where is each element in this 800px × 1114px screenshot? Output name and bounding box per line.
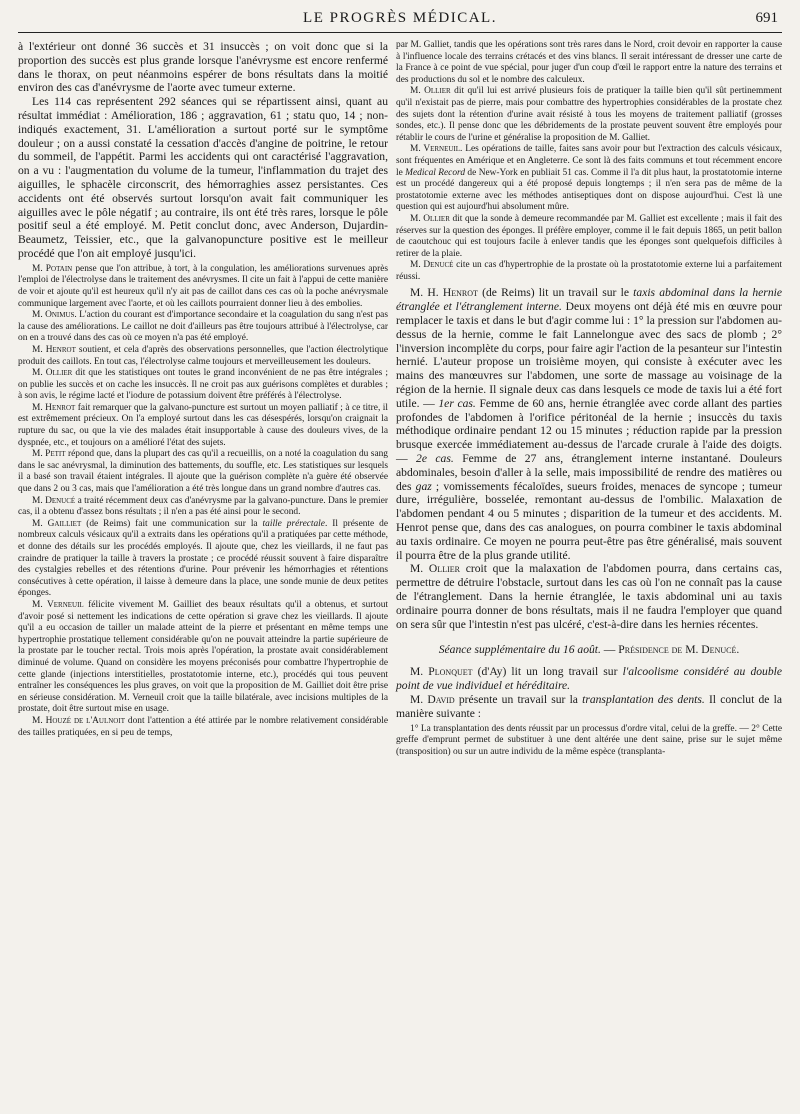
paragraph: M. Potain pense que l'on attribue, à tort, à la congulation, les améliorations survenues après l'emploi de l'électrolyse dans le traitement des anévrysmes. Il cite un fait à l'appui de cette manière de voir et ajoute qu'il est heureux qu'il n'y ait pas de caillot dans ces cas où la poche anévrysmale communique largement avec l'aorte, et où les caillots pourraient donner lieu à des embolies. <box>18 263 389 309</box>
speaker-name: M. Ollier <box>410 86 451 97</box>
speaker-name: M. Houzé de l'Aulnoit <box>32 715 125 726</box>
topic-title: transplantation des dents. <box>582 692 705 706</box>
speaker-name: M. Verneuil. <box>410 144 463 155</box>
paragraph: Les 114 cas représentent 292 séances qui se répartissent ainsi, quant au résultat immédiat : Amélioration, 186 ; aggravation, 61 ; statu quo, 14 ; non-indiqués exactement, 31. L'amélioration a surtout porté sur le symptôme douleur ; on a aussi constaté la cessation d'accès d'angine de poitrine, le retour du sommeil, de l'appétit. Parmi les accidents qui ont caractérisé l'aggravation, on a vu : l'augmentation du volume de la tumeur, l'inflammation du trajet des aiguilles, le sphacèle circonscrit, des hémorraghies assez persistantes. Ces accidents ont été observés surtout lorsqu'on avait fait communiquer les aiguilles avec le pôle négatif ; au contraire, ils ont été très rares, lorsque le pôle positif seul a été employé. M. Petit conclut donc, avec Anderson, Dujardin-Beaumetz, Teissier, etc., que la galvanopuncture positive est le meilleur procédé que l'on ait employé jusqu'ici. <box>18 95 388 260</box>
paragraph: M. Verneuil félicite vivement M. Gailliet des beaux résultats qu'il a obtenus, et surtout d'avoir posé si nettement les indications de cette opération si grave chez les vieillards. Il ajoute qu'il a eu occasion de tailler un malade atteint de la pierre et présentant en même temps une hypertrophie prostatique tellement considérable qu'on ne pouvait atteindre la partie supérieure de la prostate par le toucher rectal. Trois mois après l'opération, la prostate avait considérablement diminué de volume. Quand on considère les moyens préconisés pour combattre l'hypertrophie de cette glande (injections interstitielles, prostatotomie interne, etc.), procédés qui tous peuvent entraîner les conséquences les plus graves, on voit que la proposition de M. Gailliet doit être prise en sérieuse considération. M. Verneuil croit que la taille bilatérale, avec incisions multiples de la prostate, doit être surtout mise en usage. <box>18 599 388 715</box>
session-heading <box>396 643 782 657</box>
topic-title: taxis abdominal dans la hernie étranglée et l'étranglement interne. <box>396 286 782 314</box>
speaker-name: M. Henrot <box>32 344 76 355</box>
case-label: 1er cas. <box>438 396 476 410</box>
topic-title: l'alcoolisme considéré au double point de vue individuel et héréditaire. <box>396 665 782 693</box>
paragraph: par M. Galliet, tandis que les opérations sont très rares dans le Nord, croit devoir en rapporter la cause à l'influence locale des terrains crétacés et des vins blancs. Il serait intéressant de dresser une carte de la France à ce point de vue spécial, pour juger d'un coup d'œil le rapport entre la nature des terrains et des productions du sol et le nombre des calculeux. <box>396 40 782 85</box>
session-president: — Présidence de M. Denucé. <box>600 643 740 657</box>
speaker-name: M. Denucé <box>32 495 76 506</box>
paragraph: M. Henrot fait remarquer que la galvano-puncture est surtout un moyen palliatif ; à ce titre, il est extrêmement précieux. On l'a employé surtout dans les cas désespérés, lorsqu'on craignait la rupture du sac, ou que la vie des malades était insupportable à cause des douleurs vives, de la dyspnée, etc., et toujours on a amélioré l'état des sujets. <box>18 402 389 448</box>
page-number: 691 <box>755 10 778 26</box>
speaker-name: M. Petit <box>32 449 66 460</box>
paragraph: M. Ollier dit que la sonde à demeure recommandée par M. Galliet est excellente ; mais il fait des réserves sur la question des éponges. Il préfère employer, comme il le fait depuis 1865, un petit ballon de caoutchouc qui est toujours facile à enlever tandis que les éponges sont quelquefois difficiles à retirer de la plaie. <box>396 213 782 259</box>
paragraph: M. Petit répond que, dans la plupart des cas qu'il a recueillis, on a noté la coagulation du sang dans le sac anévrysmal, la diminution des battements, du souffle, etc. Les statistiques sur lesquels il a basé son travail étaient intégrales. Il ajoute que la guérison complète n'a guère été observée que dans 2 ou 3 cas, mais que l'amélioration a été très longue dans un grand nombre d'autres cas. <box>18 449 388 495</box>
speaker-name: M. Henrot <box>32 402 76 413</box>
paragraph: M. Onimus. L'action du courant est d'importance secondaire et la coagulation du sang n'est pas la cause des améliorations. Le caillot ne doit d'ailleurs pas être toujours attribué à l'électrolyse, car on en a trouvé dans des cas où ce moyen n'a pas été employé. <box>18 310 388 344</box>
paragraph: à l'extérieur ont donné 36 succès et 31 insuccès ; on voit donc que si la proportion des succès est plus grande lorsque l'anévrysme est encore renfermé dans le thorax, on peut néanmoins espérer de bons résultats dans la moitié environ des cas d'anévrysme de l'aorte avec tumeur externe. <box>18 40 388 95</box>
paragraph: M. Verneuil. Les opérations de taille, faites sans avoir pour but l'extraction des calculs vésicaux, sont fréquentes en Amérique et en Angleterre. Ce sont là des faits communs et tout récemment encore le Medical Record de New-York en publiait 51 cas. Comme il l'a dit plus haut, la prostatotomie interne est un procédé dangereux qui a été proposé depuis longtemps ; il n'en sera pas de même de la prostatotomie externe avec les méthodes antiseptiques dont on dispose aujourd'hui. C'est là une question qui est aujourd'hui absolument mûre. <box>396 144 782 213</box>
paragraph: M. Ollier croit que la malaxation de l'abdomen pourra, dans certains cas, permettre de détruire l'obstacle, surtout dans les cas où l'on ne connaît pas la cause de l'étranglement. Dans la hernie étranglée, le taxis abdominal uni au taxis ordinaire pourra donner de bons résultats, mais il ne faudra l'employer que quand on sera sûr que l'intestin n'est pas ulcéré, c'est-à-dire dans les hernies récentes. <box>396 562 782 631</box>
paragraph: M. Henrot soutient, et cela d'après des observations personnelles, que l'action électrolytique produit des caillots. En tout cas, l'électrolyse calme toujours et merveilleusement les douleurs. <box>18 344 389 367</box>
speaker-name: M. Verneuil <box>32 599 84 610</box>
right-column <box>396 40 782 758</box>
paragraph: M. Ollier dit que les statistiques ont toutes le grand inconvénient de ne pas être intégrales ; on publie les succès et on cache les insuccès. Il ne croit pas aux guérisons complètes et durables ; à son avis, le régime lacté et l'iodure de potassium doivent être préférés à l'électrolyse. <box>18 368 388 402</box>
running-header <box>18 8 782 33</box>
topic-title: taille prérectale <box>262 518 325 529</box>
speaker-name: M. Onimus. <box>32 310 77 321</box>
paragraph: M. Ollier dit qu'il lui est arrivé plusieurs fois de pratiquer la taille bien qu'il sût pertinemment qu'il n'existait pas de pierre, mais pour combattre des hypertrophies considérables de la prostate chez des sujets dont la rétention d'urine avait résisté à tous les moyens de traitement palliatif (grosses sondes, etc.). Il pense donc que les débridements de la prostate peuvent souvent être employés pour rétablir le cours de l'urine et généralise la proposition de M. Galliet. <box>396 86 783 143</box>
speaker-name: M. Denucé <box>410 260 454 271</box>
speaker-name: M. H. Henrot <box>410 286 478 300</box>
paragraph: M. Denucé cite un cas d'hypertrophie de la prostate où la prostatotomie externe lui a parfaitement réussi. <box>396 260 782 282</box>
speaker-name: M. Ollier <box>32 368 73 379</box>
paragraph: M. Plonquet (d'Ay) lit un long travail sur l'alcoolisme considéré au double point de vue individuel et héréditaire. <box>396 665 782 693</box>
speaker-name: M. Potain <box>32 263 73 274</box>
speaker-name: M. Plonquet <box>410 665 473 679</box>
speaker-name: M. David <box>410 692 455 706</box>
paragraph: M. David présente un travail sur la transplantation des dents. Il conclut de la manière suivante : <box>396 692 782 720</box>
paragraph: M. Denucé a traité récemment deux cas d'anévrysme par la galvano-puncture. Dans le premier cas, il a obtenu d'assez bons résultats ; il n'en a pas été ainsi pour le second. <box>18 495 389 518</box>
paragraph: M. Gailliet (de Reims) fait une communication sur la taille prérectale. Il présente de nombreux calculs vésicaux qu'il a extraits dans les opérations qu'il a pratiquées par cette méthode, et donne des détails sur les procédés employés. Il ajoute que, chez les vieillards, il ne faut pas craindre de pratiquer la taille à travers la prostate ; ce procédé réussit souvent à faire disparaître des cystalgies rebelles et des rétentions d'urine. Pour prévenir les hémorrhagies et rétentions consécutives à cette opération, il laisse à demeure dans la place, une sonde munie de deux petites éponges. <box>18 518 388 599</box>
left-column <box>18 40 388 739</box>
speaker-name: M. Ollier <box>410 213 450 224</box>
speaker-name: M. Gailliet <box>32 518 82 529</box>
paragraph: 1° La transplantation des dents réussit par un processus d'ordre vital, celui de la greffe. — 2° Cette greffe d'emprunt permet de substituer à une dent altérée une dent saine, prise sur le sujet même (transposition) ou sur un autre individu de la même espèce (transplanta- <box>396 723 782 757</box>
speaker-name: M. Ollier <box>410 562 460 576</box>
case-label: 2e cas. <box>416 452 454 466</box>
paragraph: M. Houzé de l'Aulnoit dont l'attention a été attirée par le nombre relativement considérable des tailles pratiquées, en si peu de temps, <box>18 715 389 738</box>
journal-reference: Medical Record <box>405 167 466 178</box>
paragraph: M. H. Henrot (de Reims) lit un travail sur le taxis abdominal dans la hernie étranglée et l'étranglement interne. Deux moyens ont déjà été mis en œuvre pour remplacer le taxis et dans le but d'agir comme lui : 1° la pression sur l'abdomen au-dessus de la hernie, comme le fait Lannelongue avec des sacs de plomb ; 2° l'inversion incomplète du corps, pour faire agir l'action de la pesanteur sur l'intestin hernié. L'auteur propose un troisième moyen, qui consiste à exécuter avec les mains des manœuvres sur l'abdomen, une sorte de massage au voisinage de la région de la hernie. Il signale deux cas dans lesquels ce mode de taxis lui a été fort utile. — 1er cas. Femme de 60 ans, hernie étranglée avec corde allant des parties profondes de l'abdomen à l'orifice péritonéal de la hernie ; insuccès du taxis méthodique ordinaire pendant 12 ou 15 minutes ; réduction rapide par la pression brusque exercée immédiatement au-dessus de l'arcade crurale à l'aide des doigts. — 2e cas. Femme de 27 ans, étranglement interne instantané. Douleurs abdominales, besoin d'aller à la selle, mais impossibilité de rendre des matières ou des gaz ; vomissements fécaloïdes, sueurs froides, menaces de syncope ; tumeur dure, irrégulière, bosselée, remontant au-dessus de l'ombilic. Malaxation de l'abdomen pendant 4 ou 5 minutes ; disparition de la tumeur et des accidents. M. Henrot pense que, dans des cas analogues, on pourra combiner le taxis abdominal au taxis ordinaire. Ce moyen ne pourra peut-être pas être généralisé, mais souvent il pourra être de la plus grande utilité. <box>396 286 782 562</box>
journal-title: LE PROGRÈS MÉDICAL. <box>303 10 497 26</box>
session-title: Séance supplémentaire du 16 août. <box>438 643 601 657</box>
